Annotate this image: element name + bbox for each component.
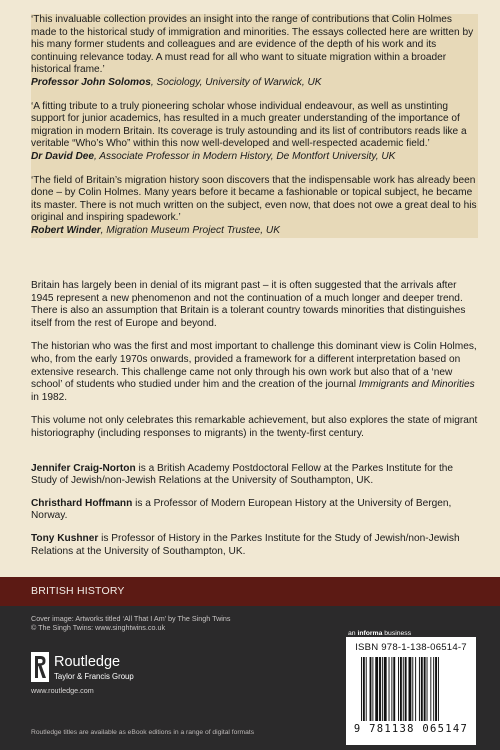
- publisher-name: Routledge: [54, 654, 121, 670]
- quote-affiliation: , Associate Professor in Modern History, De Montfort University, UK: [94, 150, 396, 162]
- routledge-logo-icon: [31, 652, 49, 682]
- quote-author: Professor John Solomos: [31, 76, 151, 88]
- editor-description: is a British Academy Postdoctoral Fellow at the Parkes Institute for the Study of Jewish/non-Jewish Relations at the University of Southampton, UK.: [31, 462, 454, 487]
- barcode-panel: [346, 637, 476, 745]
- isbn-label: ISBN 978-1-138-06514-7: [355, 642, 467, 653]
- editor-name: Jennifer Craig-Norton: [31, 462, 136, 474]
- cover-credit-line: Cover image: Artworks titled ‘All That I Am’ by The Singh Twins: [31, 614, 231, 623]
- cover-credit-line: © The Singh Twins: www.singhtwins.co.uk: [31, 623, 166, 633]
- editor-bios: [31, 463, 478, 559]
- quote-citation: [31, 77, 478, 90]
- publisher-group: Taylor & Francis Group: [54, 672, 134, 681]
- informa-suffix: business: [382, 630, 412, 637]
- endorsement-quote: [31, 101, 478, 164]
- publisher-url: www.routledge.com: [31, 686, 94, 695]
- back-cover-footer: [0, 577, 500, 750]
- description-text: in 1982.: [31, 391, 68, 403]
- endorsement-quote: [31, 175, 478, 238]
- quote-citation: [31, 151, 478, 164]
- quote-affiliation: , Sociology, University of Warwick, UK: [150, 76, 322, 88]
- quote-text: ‘A fitting tribute to a truly pioneering scholar whose individual endeavour, as well as unstinting support for junior academics, has resulted in a much greater understanding of the importance of migration in modern Britain. Its coverage is truly astounding and its list of contributors reads like a veritable “Who’s Who” within this now well-developed and well-respected academic field.’: [31, 100, 467, 150]
- category-bar: [0, 577, 500, 606]
- editor-bio: [31, 533, 478, 558]
- informa-brand: informa: [357, 630, 383, 637]
- cover-credit: [31, 614, 230, 632]
- editor-name: Christhard Hoffmann: [31, 497, 133, 509]
- category-label: BRITISH HISTORY: [31, 585, 125, 597]
- publisher-logo: [31, 652, 221, 696]
- quote-text: ‘The field of Britain’s migration history soon discovers that the indispensable work has already been done – by Colin Holmes. Many years before it became a fashionable or topical subject, he became its master. There is not much written on the subject, even now, that does not owe a great deal to his original and inspiring spadework.’: [31, 174, 477, 224]
- barcode-number: 9 781138 065147: [353, 723, 469, 735]
- book-description: [31, 280, 478, 558]
- editor-bio: [31, 463, 478, 488]
- description-paragraph: [31, 341, 478, 404]
- editor-description: is a Professor of Modern European History at the University of Bergen, Norway.: [31, 497, 452, 522]
- quote-author: Dr David Dee: [31, 150, 95, 162]
- description-paragraph: This volume not only celebrates this remarkable achievement, but also explores the state of migrant historiography (including responses to migrants) in the twenty-first century.: [31, 415, 478, 439]
- quote-citation: [31, 225, 478, 238]
- informa-business-line: [348, 630, 411, 637]
- description-paragraph: Britain has largely been in denial of its migrant past – it is often suggested that the arrivals after 1945 represent a new phenomenon and not the continuation of a much longer and deeper trend. There is also an assumption that Britain is a tolerant country towards minorities that distinguishes itself from the rest of Europe and beyond.: [31, 280, 466, 329]
- quote-affiliation: , Migration Museum Project Trustee, UK: [100, 224, 280, 236]
- editor-bio: [31, 498, 478, 523]
- ebook-note: Routledge titles are available as eBook editions in a range of digital formats: [31, 729, 255, 736]
- endorsement-quote: [31, 14, 478, 90]
- barcode-icon: [360, 657, 470, 721]
- quote-text: ‘This invaluable collection provides an insight into the range of contributions that Colin Holmes made to the historical study of immigration and minorities. The essays collected here are written by his many former students and colleagues and are evidence of the depth of his work and its continuing relevance today. A must read for all who want to situate migration within a broader historical frame.’: [31, 14, 474, 76]
- editor-description: is Professor of History in the Parkes Institute for the Study of Jewish/non-Jewish Relations at the University of Southampton, UK.: [31, 532, 460, 557]
- editor-name: Tony Kushner: [31, 532, 99, 544]
- journal-title: Immigrants and Minorities: [358, 379, 475, 391]
- quote-author: Robert Winder: [31, 224, 101, 236]
- informa-prefix: an: [348, 630, 358, 637]
- endorsements-panel: [31, 14, 478, 238]
- description-text: The historian who was the first and most important to challenge this dominant view is Colin Holmes, who, from the early 1970s onwards, provided a framework for a different interpretation based on extensive research. This challenge came not only through his own work but also that of a ‘new school’ of students who studied under him and the creation of the journal: [31, 341, 477, 391]
